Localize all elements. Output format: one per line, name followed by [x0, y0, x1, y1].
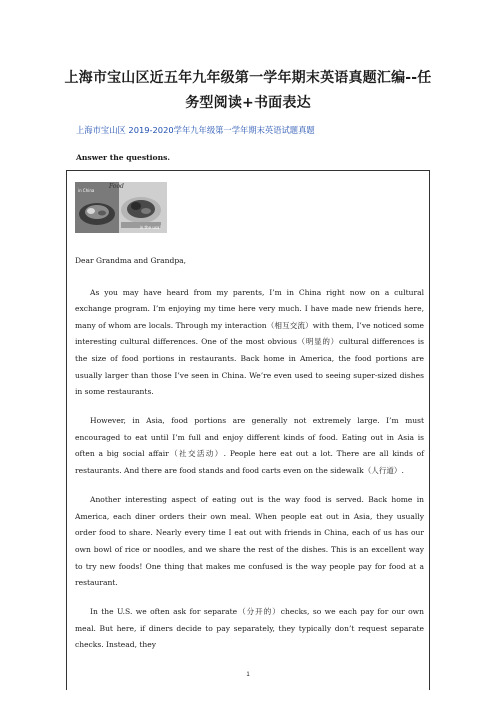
letter-body [75, 253, 424, 666]
question-instruction: Answer the questions. [76, 153, 171, 162]
exam-subtitle: 上海市宝山区 2019-2020学年九年级第一学年期末英语试题真题 [76, 125, 315, 135]
paragraph-2: However, in Asia, food portions are generally not extremely large. I’m must encouraged to eat until I’m full and enjoy different kinds of food. Eating out in Asia is often a big social affair（社交活动）. People here eat out a lot. There are all kinds of restaurants. And there are food stands and food carts even on the sidewalk（人行道）. [75, 416, 424, 476]
photo-label-china: in China [78, 188, 95, 193]
paragraph-3: Another interesting aspect of eating out is the way food is served. Back home in America, each diner orders their own meal. When people eat out in Asia, they usually order food to share. Nearly every time I eat out with friends in China, each of us has our own bowl of rice or noodles, and we share the rest of the dishes. This is an excellent way to try new foods! One thing that makes me confused is the way people pay for food at a restaurant. [75, 495, 424, 588]
food-photo [75, 182, 167, 233]
paragraph-1: As you may have heard from my parents, I’m in China right now on a cultural exchange program. I’m enjoying my time here very much. I have made new friends here, many of whom are locals. Through my interaction（相互交流）with them, I’ve noticed some interesting cultural differences. One of the most obvious（明显的）cultural differences is the size of food portions in restaurants. Back home in America, the food portions are usually larger than those I’ve seen in China. We’re even used to seeing super-sized dishes in some restaurants. [75, 287, 424, 397]
document-title: 上海市宝山区近五年九年级第一学年期末英语真题汇编--任务型阅读+书面表达 [64, 70, 432, 111]
photo-label-usa: in the usa! [139, 225, 161, 230]
page-number: 1 [246, 672, 250, 678]
paragraph-4: In the U.S. we often ask for separate（分开的）checks, so we each pay for our own meal. But here, if diners decide to pay separately, they typically don’t request separate checks. Instead, they [75, 607, 424, 650]
letter-greeting: Dear Grandma and Grandpa, [75, 256, 187, 265]
photo-heading: Food [109, 183, 124, 190]
